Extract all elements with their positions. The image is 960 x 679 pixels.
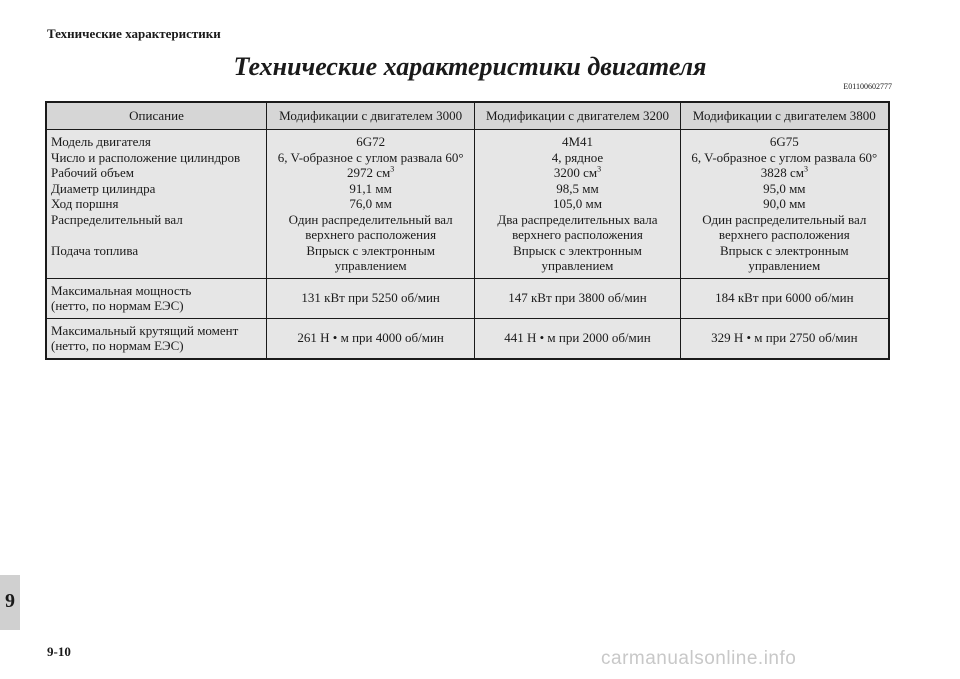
- column-header: Описание: [46, 102, 267, 130]
- torque-label-line1: Максимальный крутящий момент: [51, 322, 239, 338]
- superscript: 3: [803, 164, 808, 174]
- power-label-line2: (нетто, по нормам ЕЭС): [51, 298, 184, 313]
- engine-cylinders: 4, рядное: [551, 149, 604, 165]
- spacer: [51, 227, 262, 243]
- engine-3200-general: [475, 130, 680, 279]
- superscript: 3: [597, 164, 602, 174]
- engine-stroke: 76,0 мм: [349, 196, 392, 211]
- engine-displacement: 3200 см: [553, 165, 598, 180]
- column-header: Модификации с двигателем 3000: [267, 102, 475, 130]
- engine-3800-torque: 329 Н • м при 2750 об/мин: [680, 318, 889, 359]
- table-header-row: [46, 102, 889, 130]
- page-title: Технические характеристики двигателя: [233, 52, 707, 81]
- engine-3000-torque: 261 Н • м при 4000 об/мин: [267, 318, 475, 359]
- power-label-line1: Максимальная мощность: [51, 282, 192, 298]
- engine-cylinders: 6, V-образное с углом развала 60°: [691, 149, 878, 165]
- column-header: Модификации с двигателем 3200: [475, 102, 680, 130]
- engine-displacement-line: [479, 165, 675, 181]
- engine-3200-power: 147 кВт при 3800 об/мин: [475, 278, 680, 318]
- engine-fuel-cont: управлением: [541, 258, 614, 273]
- engine-displacement-line: [685, 165, 884, 181]
- engine-displacement-line: [271, 165, 470, 181]
- label-displacement: Рабочий объем: [51, 165, 134, 180]
- document-code: E01100602777: [843, 82, 892, 91]
- engine-model: 6G72: [356, 134, 386, 149]
- torque-label: [46, 318, 267, 359]
- engine-cylinders: 6, V-образное с углом развала 60°: [277, 149, 464, 165]
- label-bore: Диаметр цилиндра: [51, 180, 156, 196]
- table-row-power: [46, 278, 889, 318]
- engine-3000-power: 131 кВт при 5250 об/мин: [267, 278, 475, 318]
- engine-camshaft: Один распределительный вал: [288, 211, 453, 227]
- engine-camshaft-cont: верхнего расположения: [718, 227, 850, 242]
- chapter-number: 9: [5, 590, 15, 612]
- engine-camshaft: Два распределительных вала: [497, 211, 658, 227]
- engine-fuel: Впрыск с электронным: [306, 242, 435, 258]
- engine-fuel-cont: управлением: [334, 258, 407, 273]
- label-stroke: Ход поршня: [51, 196, 119, 211]
- watermark: carmanualsonline.info: [601, 648, 797, 669]
- table-row-general: [46, 130, 889, 279]
- engine-model: 4M41: [561, 134, 593, 149]
- engine-stroke: 105,0 мм: [552, 196, 602, 211]
- engine-bore: 95,0 мм: [763, 180, 806, 196]
- engine-camshaft-cont: верхнего расположения: [512, 227, 643, 242]
- torque-label-line2: (нетто, по нормам ЕЭС): [51, 338, 184, 353]
- label-fuel: Подача топлива: [51, 242, 139, 258]
- engine-camshaft: Один распределительный вал: [702, 211, 867, 227]
- superscript: 3: [390, 164, 395, 174]
- engine-3800-power: 184 кВт при 6000 об/мин: [680, 278, 889, 318]
- label-model: Модель двигателя: [51, 134, 151, 149]
- engine-3800-general: [680, 130, 889, 279]
- engine-stroke: 90,0 мм: [763, 196, 806, 211]
- engine-spec-table: [45, 101, 890, 360]
- engine-3000-general: [267, 130, 475, 279]
- table-row-torque: [46, 318, 889, 359]
- page-number: 9-10: [47, 644, 71, 659]
- power-label: [46, 278, 267, 318]
- engine-displacement: 3828 см: [760, 165, 804, 180]
- engine-displacement: 2972 см: [347, 165, 391, 180]
- label-cylinders: Число и расположение цилиндров: [51, 149, 241, 165]
- engine-camshaft-cont: верхнего расположения: [305, 227, 437, 242]
- engine-fuel: Впрыск с электронным: [513, 242, 642, 258]
- engine-fuel-cont: управлением: [748, 258, 821, 273]
- engine-3200-torque: 441 Н • м при 2000 об/мин: [475, 318, 680, 359]
- engine-bore: 98,5 мм: [556, 180, 599, 196]
- engine-fuel: Впрыск с электронным: [719, 242, 849, 258]
- engine-model: 6G75: [769, 134, 799, 149]
- engine-bore: 91,1 мм: [349, 180, 392, 196]
- column-header: Модификации с двигателем 3800: [680, 102, 889, 130]
- label-camshaft: Распределительный вал: [51, 211, 183, 227]
- row-labels: [46, 130, 267, 279]
- section-header: Технические характеристики: [47, 26, 221, 41]
